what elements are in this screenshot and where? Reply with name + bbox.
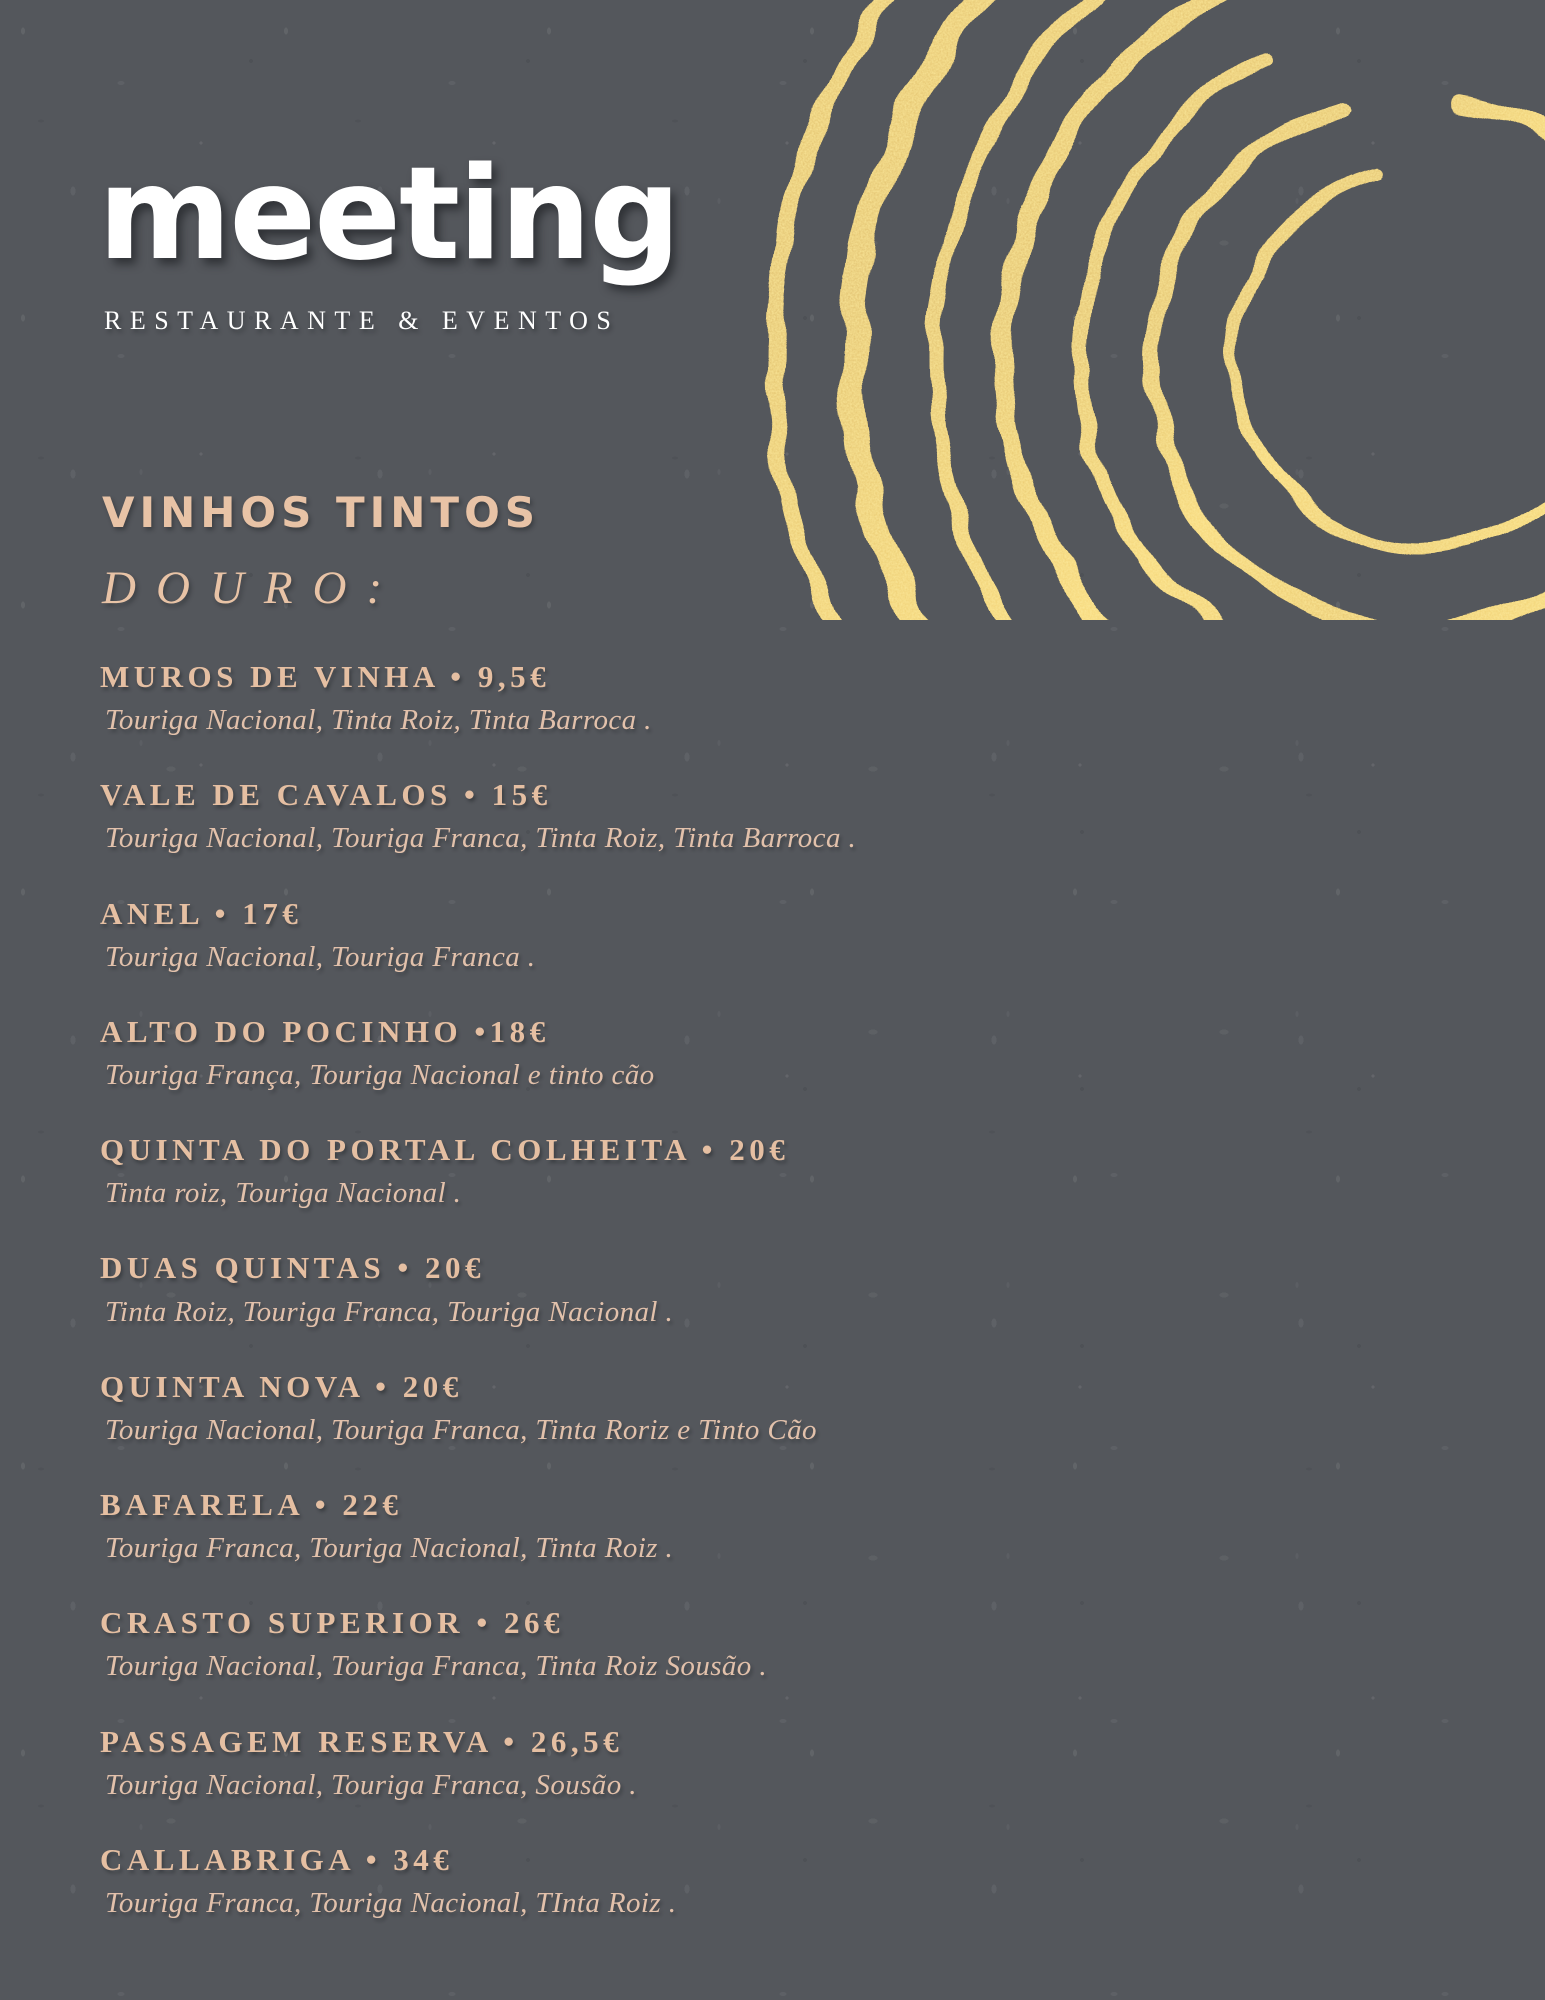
wine-entry [100,1485,1200,1566]
wine-price: 22€ [342,1487,403,1523]
section-title: VINHOS TINTOS [102,488,541,537]
wine-title [100,1012,1200,1051]
wine-price: 34€ [393,1841,454,1877]
bullet-separator: • [438,659,478,694]
region-title: DOURO: [102,562,403,614]
bullet-separator: • [464,1605,504,1641]
bullet-separator: • [491,1723,531,1759]
wine-title [100,894,1200,933]
brand-tagline: RESTAURANTE & EVENTOS [104,306,620,336]
wine-price: 18€ [489,1013,550,1049]
wine-name: MUROS DE VINHA [100,659,439,694]
wine-grapes: Touriga Nacional, Touriga Franca . [105,940,536,973]
wine-grapes: Touriga Franca, Touriga Nacional, Tinta Roiz . [105,1532,674,1565]
bullet-separator: • [451,777,492,813]
wine-title [100,1603,1200,1642]
bullet-separator: • [362,1368,403,1404]
wine-price: 20€ [424,1250,485,1286]
wine-list [100,657,1200,1921]
wine-price: 20€ [729,1132,790,1168]
wine-name: DUAS QUINTAS [100,1250,386,1286]
wine-title [100,775,1200,814]
wine-price: 26€ [503,1605,564,1641]
wine-entry [100,1840,1200,1921]
bullet-separator: • [353,1841,394,1877]
wine-grapes: Tinta roiz, Touriga Nacional . [105,1177,462,1210]
brand-header [98,140,679,336]
wine-title [100,1485,1200,1524]
wine-name: BAFARELA [100,1487,303,1523]
wine-name: QUINTA DO PORTAL COLHEITA [100,1132,690,1168]
wine-price: 20€ [402,1368,463,1404]
wine-title [100,1130,1200,1169]
wine-price: 17€ [242,895,303,931]
wine-price: 9,5€ [477,659,551,694]
bullet-separator: • [202,895,243,931]
wine-entry [100,1603,1200,1684]
wine-title [100,657,1200,696]
bullet-separator: • [385,1250,425,1286]
wine-grapes: Touriga Nacional, Touriga Franca, Tinta Roiz Sousão . [105,1650,768,1683]
wine-entry [100,1130,1200,1211]
wine-name: ALTO DO POCINHO [100,1013,463,1049]
wine-grapes: Touriga França, Touriga Nacional e tinto cão [105,1058,655,1091]
wine-price: 15€ [491,777,552,813]
wine-name: CALLABRIGA [100,1841,354,1877]
wine-name: CRASTO SUPERIOR [100,1605,465,1641]
wine-title [100,1248,1200,1287]
bullet-separator: • [689,1132,730,1168]
wine-grapes: Touriga Nacional, Tinta Roiz, Tinta Barroca . [105,704,652,737]
wine-name: VALE DE CAVALOS [100,777,452,813]
wine-entry [100,1367,1200,1448]
wine-name: ANEL [100,895,203,931]
wine-entry [100,657,1200,738]
wine-price: 26,5€ [530,1723,624,1759]
wine-title [100,1840,1200,1879]
wine-entry [100,1012,1200,1093]
wine-grapes: Tinta Roiz, Touriga Franca, Touriga Nacional . [105,1295,674,1328]
wine-entry [100,775,1200,856]
menu-section [100,488,1200,1958]
wine-title [100,1367,1200,1406]
wine-entry [100,1722,1200,1803]
bullet-separator: • [462,1013,490,1049]
wine-name: QUINTA NOVA [100,1368,363,1404]
wine-entry [100,1248,1200,1329]
wine-grapes: Touriga Nacional, Touriga Franca, Sousão . [105,1768,637,1801]
wine-title [100,1722,1200,1761]
wine-name: PASSAGEM RESERVA [100,1723,492,1759]
wine-grapes: Touriga Nacional, Touriga Franca, Tinta Roriz e Tinto Cão [105,1413,817,1446]
brand-logo: meeting [98,140,679,289]
wine-entry [100,894,1200,975]
wine-grapes: Touriga Nacional, Touriga Franca, Tinta Roiz, Tinta Barroca . [105,822,857,855]
wine-grapes: Touriga Franca, Touriga Nacional, TInta Roiz . [105,1887,677,1920]
bullet-separator: • [302,1487,343,1523]
